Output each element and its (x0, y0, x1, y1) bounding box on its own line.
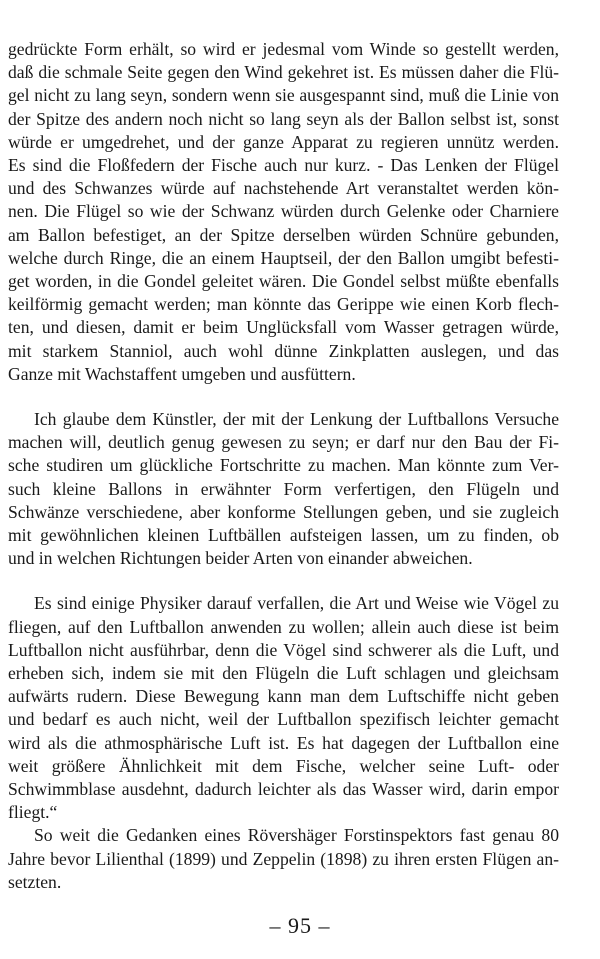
text-line: und bedarf es auch nicht, weil der Luftballon spezifisch leichter gemacht (8, 709, 559, 729)
text-line: Ich glaube dem Künstler, der mit der Lenkung der Luftballons Versuche (34, 409, 559, 429)
text-line: der Spitze des andern noch nicht so lang seyn als der Ballon selbst ist, sonst (8, 109, 559, 129)
text-line: get worden, in die Gondel geleitet wären. Die Gondel selbst müßte ebenfalls (8, 271, 559, 291)
text-line: Luftballon nicht ausführbar, denn die Vögel sind schwerer als die Luft, und (8, 640, 559, 660)
text-line: daß die schmale Seite gegen den Wind gekehret ist. Es müssen daher die Flü- (8, 62, 559, 82)
text-line: ten, und diesen, damit er beim Unglücksfall vom Wasser getragen würde, (8, 317, 559, 337)
text-line: erheben sich, indem sie mit den Flügeln die Luft schlagen und gleichsam (8, 663, 559, 683)
text-line: gel nicht zu lang seyn, sondern wenn sie ausgespannt sind, muß die Linie von (8, 85, 559, 105)
text-line: Es sind die Floßfedern der Fische auch nur kurz. - Das Lenken der Flügel (8, 155, 559, 175)
text-line: Ganze mit Wachstaffent umgeben und ausfüttern. (8, 364, 356, 384)
text-line: Es sind einige Physiker darauf verfallen, die Art und Weise wie Vögel zu (34, 593, 559, 613)
text-line: nen. Die Flügel so wie der Schwanz würden durch Gelenke oder Charniere (8, 201, 559, 221)
text-line: gedrückte Form erhält, so wird er jedesmal vom Winde so gestellt werden, (8, 39, 559, 59)
text-line: mit starkem Stanniol, auch wohl dünne Zinkplatten auslegen, und das (8, 341, 559, 361)
text-line: welche durch Ringe, die an einem Hauptseil, der den Ballon umgibt befesti- (8, 248, 559, 268)
text-line: sche studiren um glückliche Fortschritte zu machen. Man könnte zum Ver- (8, 455, 559, 475)
page-number: – 95 – (269, 913, 331, 938)
text-line: Jahre bevor Lilienthal (1899) und Zeppelin (1898) zu ihren ersten Flügen an- (8, 849, 559, 869)
text-line: am Ballon befestiget, an der Spitze derselben würden Schnüre gebunden, (8, 225, 559, 245)
text-line: So weit die Gedanken eines Rövershäger Forstinspektors fast genau 80 (34, 825, 559, 845)
text-line: such kleine Ballons in erwähnter Form verfertigen, den Flügeln und (8, 479, 559, 499)
text-line: und des Schwanzes würde auf nachstehende Art veranstaltet werden kön- (8, 178, 559, 198)
text-line: wird als die athmosphärische Luft ist. Es hat dagegen der Luftballon eine (8, 733, 559, 753)
text-line: keilförmig gemacht werden; man könnte das Gerippe wie einen Korb flech- (8, 294, 559, 314)
text-line: Schwänze verschiedene, aber konforme Stellungen geben, und sie zugleich (8, 502, 559, 522)
text-line: und in welchen Richtungen beider Arten von einander abweichen. (8, 548, 473, 568)
text-line: machen will, deutlich genug gewesen zu seyn; er darf nur den Bau der Fi- (8, 432, 559, 452)
text-line: fliegen, auf den Luftballon anwenden zu wollen; allein auch diese ist beim (8, 617, 559, 637)
text-line: aufwärts rudern. Diese Bewegung kann man dem Luftschiffe nicht geben (8, 686, 559, 706)
text-line: würde er umgedrehet, und der ganze Apparat zu regieren unnütz werden. (8, 132, 559, 152)
text-line: mit gewöhnlichen kleinen Luftbällen aufsteigen lassen, um zu finden, ob (8, 525, 559, 545)
text-line: fliegt.“ (8, 802, 58, 822)
text-line: weit größere Ähnlichkeit mit dem Fische, welcher seine Luft- oder (8, 756, 559, 776)
text-line: setzten. (8, 872, 62, 892)
text-line: Schwimmblase ausdehnt, dadurch leichter als das Wasser wird, darin empor (8, 779, 559, 799)
